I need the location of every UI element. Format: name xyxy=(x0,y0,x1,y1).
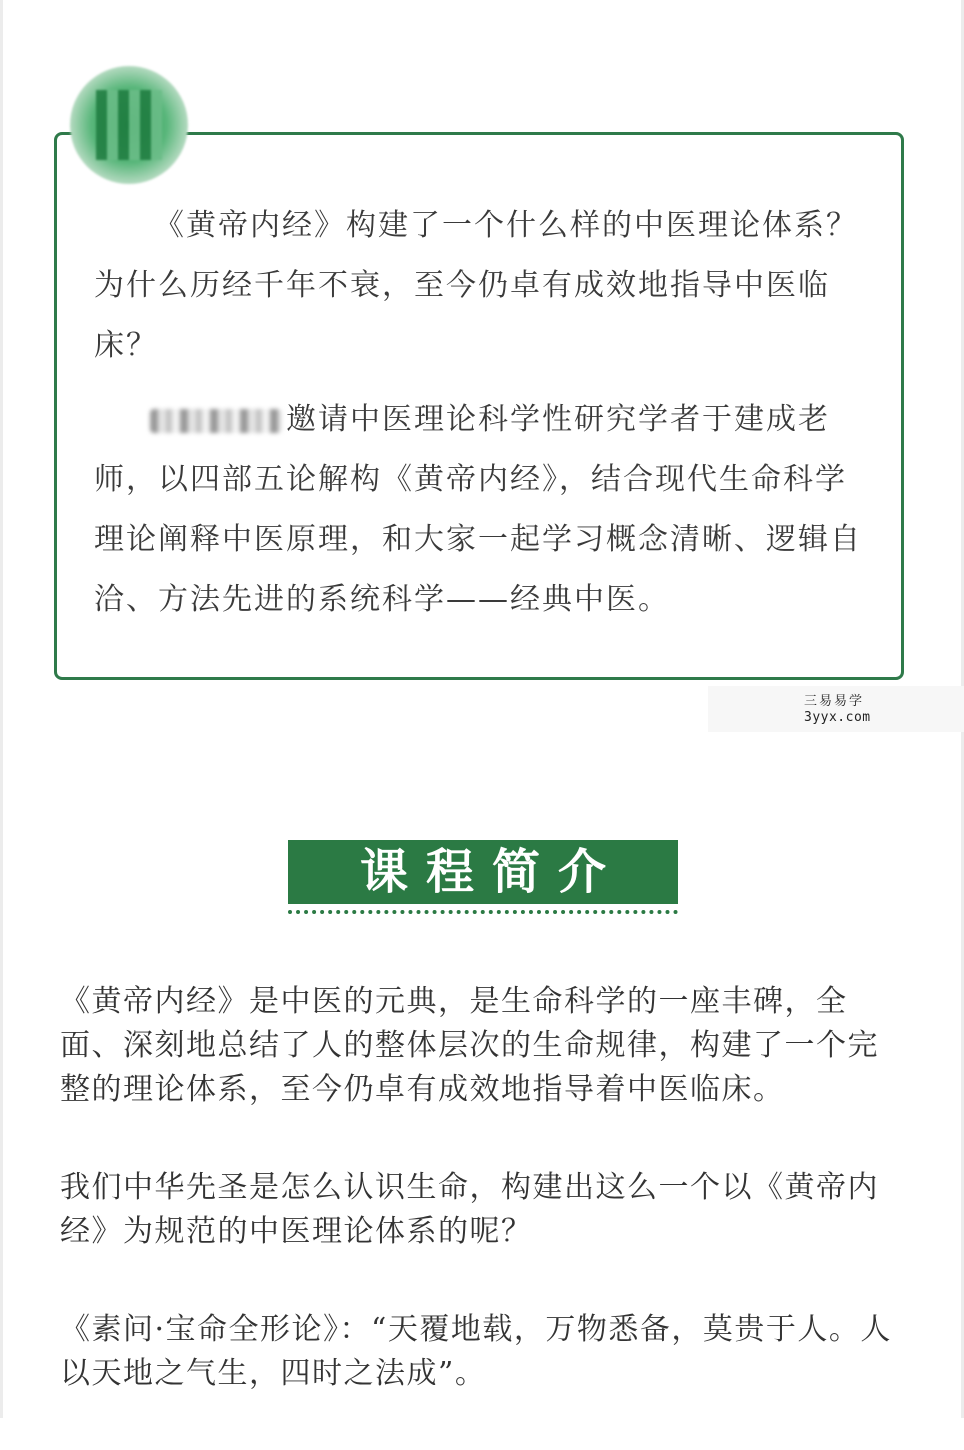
blurred-organizer-name xyxy=(150,409,282,433)
body-paragraph-1: 《黄帝内经》是中医的元典，是生命科学的一座丰碑，全面、深刻地总结了人的整体层次的生命规律，构建了一个完整的理论体系，至今仍卓有成效地指导着中医临床。 xyxy=(60,984,879,1107)
body-paragraph-2: 我们中华先圣是怎么认识生命，构建出这么一个以《黄帝内经》为规范的中医理论体系的呢？ xyxy=(60,1170,879,1249)
section-heading: 课程简介 xyxy=(288,840,678,904)
intro-text xyxy=(94,196,864,630)
watermark-line-2: 3yyx.com xyxy=(804,710,871,725)
left-edge xyxy=(0,0,3,1418)
course-description xyxy=(60,980,906,1450)
intro-paragraph-2 xyxy=(94,390,864,630)
watermark-line-1: 三易易学 xyxy=(804,694,865,709)
intro-paragraph-2-text: 邀请中医理论科学性研究学者于建成老师，以四部五论解构《黄帝内经》，结合现代生命科学理论阐释中医原理，和大家一起学习概念清晰、逻辑自洽、方法先进的系统科学——经典中医。 xyxy=(94,402,862,617)
section-heading-dotted-underline xyxy=(288,910,678,914)
intro-paragraph-1: 《黄帝内经》构建了一个什么样的中医理论体系？为什么历经千年不衰，至今仍卓有成效地指导中医临床？ xyxy=(94,208,858,363)
watermark xyxy=(708,686,964,732)
body-paragraph-3: 《素问·宝命全形论》：“天覆地载，万物悉备，莫贵于人。人以天地之气生，四时之法成”。 xyxy=(60,1312,892,1391)
blurred-logo-badge xyxy=(70,66,188,184)
